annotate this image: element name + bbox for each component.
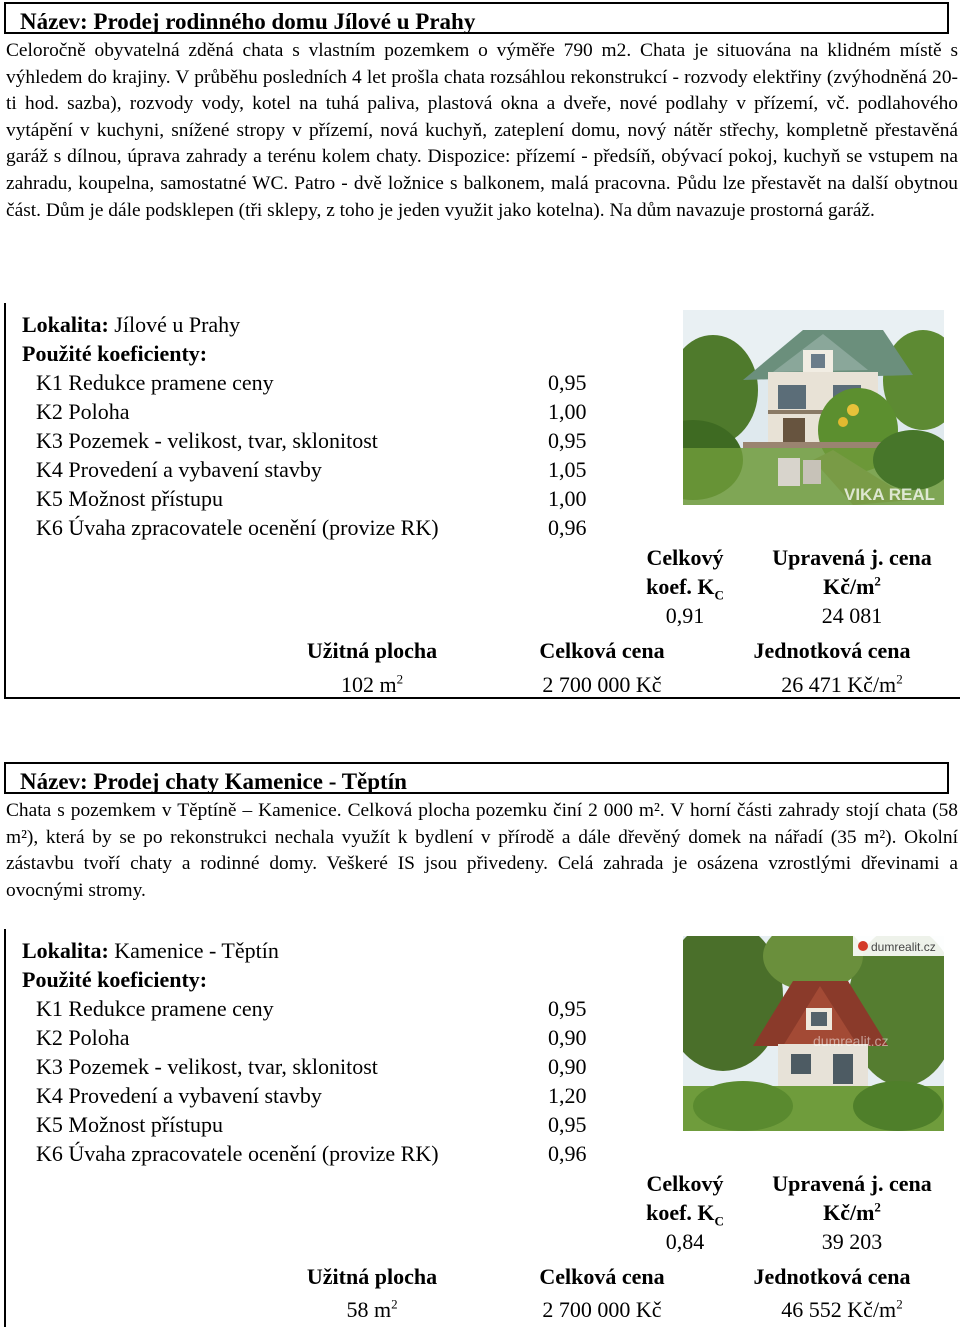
uzitna-plocha-label: Užitná plocha bbox=[306, 638, 438, 663]
celkovy-koef-label: Celkový bbox=[646, 545, 724, 570]
lokalita-label: Lokalita: bbox=[22, 938, 109, 963]
upravena-cena-value: 24 081 bbox=[821, 603, 883, 628]
koef-name: K4 Provedení a vybavení stavby bbox=[36, 457, 322, 482]
uzitna-plocha-value: 102 $m^2$ bbox=[340, 671, 404, 697]
koef-name: K3 Pozemek - velikost, tvar, sklonitost bbox=[36, 428, 378, 453]
upravena-cena-value: 39 203 bbox=[821, 1229, 883, 1254]
section1-lokalita bbox=[22, 312, 240, 338]
celkova-cena-value: 2 700 000 Kč bbox=[542, 672, 662, 697]
koef-name: K1 Redukce pramene ceny bbox=[36, 996, 274, 1021]
lokalita-value: Jílové u Prahy bbox=[114, 312, 241, 337]
koef-value: 0,95 bbox=[548, 996, 587, 1021]
section2-title: Název: Prodej chaty Kamenice - Těptín bbox=[20, 769, 407, 794]
photo-watermark: VIKA REAL bbox=[844, 485, 935, 504]
celkovy-koef-value: 0,91 bbox=[665, 603, 705, 628]
jednotkova-cena-value: 26 471 $Kč/m^2$ bbox=[781, 671, 903, 697]
dumrealit-logo: dumrealit.cz bbox=[871, 940, 936, 954]
koef-value: 1,00 bbox=[548, 399, 587, 424]
cottage-photo bbox=[683, 936, 944, 1131]
celkovy-koef-label2: koef. $K_C$ bbox=[646, 1200, 724, 1229]
koef-value: 0,96 bbox=[548, 515, 587, 540]
koef-name: K5 Možnost přístupu bbox=[36, 1112, 223, 1137]
jednotkova-cena-label: Jednotková cena bbox=[753, 1264, 911, 1289]
lokalita-label: Lokalita: bbox=[22, 312, 109, 337]
koef-value: 1,00 bbox=[548, 486, 587, 511]
koef-value: 1,05 bbox=[548, 457, 587, 482]
celkova-cena-label: Celková cena bbox=[539, 1264, 665, 1289]
section2-title-box bbox=[4, 762, 949, 794]
celkova-cena-value: 2 700 000 Kč bbox=[542, 1297, 662, 1322]
koef-name: K2 Poloha bbox=[36, 1025, 130, 1050]
koef-value: 0,90 bbox=[548, 1025, 587, 1050]
upravena-cena-label: Upravená j. cena bbox=[772, 545, 932, 570]
koef-value: 0,95 bbox=[548, 370, 587, 395]
uzitna-plocha-label: Užitná plocha bbox=[306, 1264, 438, 1289]
upravena-cena-label: Upravená j. cena bbox=[772, 1171, 932, 1196]
koef-value: 0,95 bbox=[548, 428, 587, 453]
section1-title-box bbox=[4, 2, 949, 34]
upravena-cena-unit: $Kč/m^2$ bbox=[823, 573, 881, 599]
koef-value: 1,20 bbox=[548, 1083, 587, 1108]
section1-description: Celoročně obyvatelná zděná chata s vlastním pozemkem o výměře 790 m2. Chata je situována na klidném místě s výhledem do krajiny. V průběhu posledních 4 let prošla chata rozsáhlou rekonstrukcí - rozvody elektřiny (zvýhodněná 20-ti hod. sazba), rozvody vody, kotel na tuhá paliva, plastová okna a dveře, nové podlahy v přízemí, vč. podlahového vytápění v kuchyni, snížené stropy v přízemí, nová kuchyň, zateplení domu, nový nátěr střechy, kompletně přestavěná garáž s dílnou, úprava zahrady a terénu kolem chaty. Dispozice: přízemí - předsíň, obývací pokoj, kuchyň se vstupem na zahradu, koupelna, samostatné WC. Patro - dvě ložnice s balkonem, malá pracovna. Půdu lze přestavět na další obytnou část. Dům je dále podsklepen (tři sklepy, z toho je jeden využit jako kotelna). Na dům navazuje prostorná garáž. bbox=[6, 40, 958, 221]
jednotkova-cena-value: 46 552 $Kč/m^2$ bbox=[781, 1296, 903, 1322]
section1-left-border bbox=[4, 303, 6, 699]
koef-value: 0,96 bbox=[548, 1141, 587, 1166]
celkovy-koef-value: 0,84 bbox=[665, 1229, 705, 1254]
house-photo bbox=[683, 310, 944, 505]
uzitna-plocha-value: 58 $m^2$ bbox=[346, 1296, 398, 1322]
koef-name: K3 Pozemek - velikost, tvar, sklonitost bbox=[36, 1054, 378, 1079]
upravena-cena-unit: $Kč/m^2$ bbox=[823, 1199, 881, 1225]
section2-lokalita bbox=[22, 938, 279, 964]
celkova-cena-label: Celková cena bbox=[539, 638, 665, 663]
section2-description: Chata s pozemkem v Těptíně – Kamenice. Celková plocha pozemku činí 2 000 m². V horní části zahrady stojí chata (58 m²), která by se po rekonstrukci nechala využít k bydlení v přírodě a dále dřevěný domek na nářadí (35 m²). Okolní zástavbu tvoří chaty a rodinné domy. Veškeré IS jsou přivedeny. Celá zahrada je osázena vzrostlými dřevinami a ovocnými stromy. bbox=[6, 800, 958, 901]
celkovy-koef-label2: koef. $K_C$ bbox=[646, 574, 724, 603]
celkovy-koef-label: Celkový bbox=[646, 1171, 724, 1196]
lokalita-value: Kamenice - Těptín bbox=[114, 938, 279, 963]
koef-name: K2 Poloha bbox=[36, 399, 130, 424]
section2-left-border bbox=[4, 929, 6, 1327]
section1-title: Název: Prodej rodinného domu Jílové u Prahy bbox=[20, 9, 476, 34]
koef-value: 0,90 bbox=[548, 1054, 587, 1079]
section2-koef-heading: Použité koeficienty: bbox=[22, 967, 208, 992]
photo-watermark: dumrealit.cz bbox=[813, 1033, 889, 1049]
koef-name: K6 Úvaha zpracovatele ocenění (provize RK) bbox=[36, 515, 439, 540]
koef-name: K4 Provedení a vybavení stavby bbox=[36, 1083, 322, 1108]
section1-koef-heading: Použité koeficienty: bbox=[22, 341, 208, 366]
koef-value: 0,95 bbox=[548, 1112, 587, 1137]
jednotkova-cena-label: Jednotková cena bbox=[753, 638, 911, 663]
koef-name: K5 Možnost přístupu bbox=[36, 486, 223, 511]
koef-name: K1 Redukce pramene ceny bbox=[36, 370, 274, 395]
koef-name: K6 Úvaha zpracovatele ocenění (provize RK) bbox=[36, 1141, 439, 1166]
